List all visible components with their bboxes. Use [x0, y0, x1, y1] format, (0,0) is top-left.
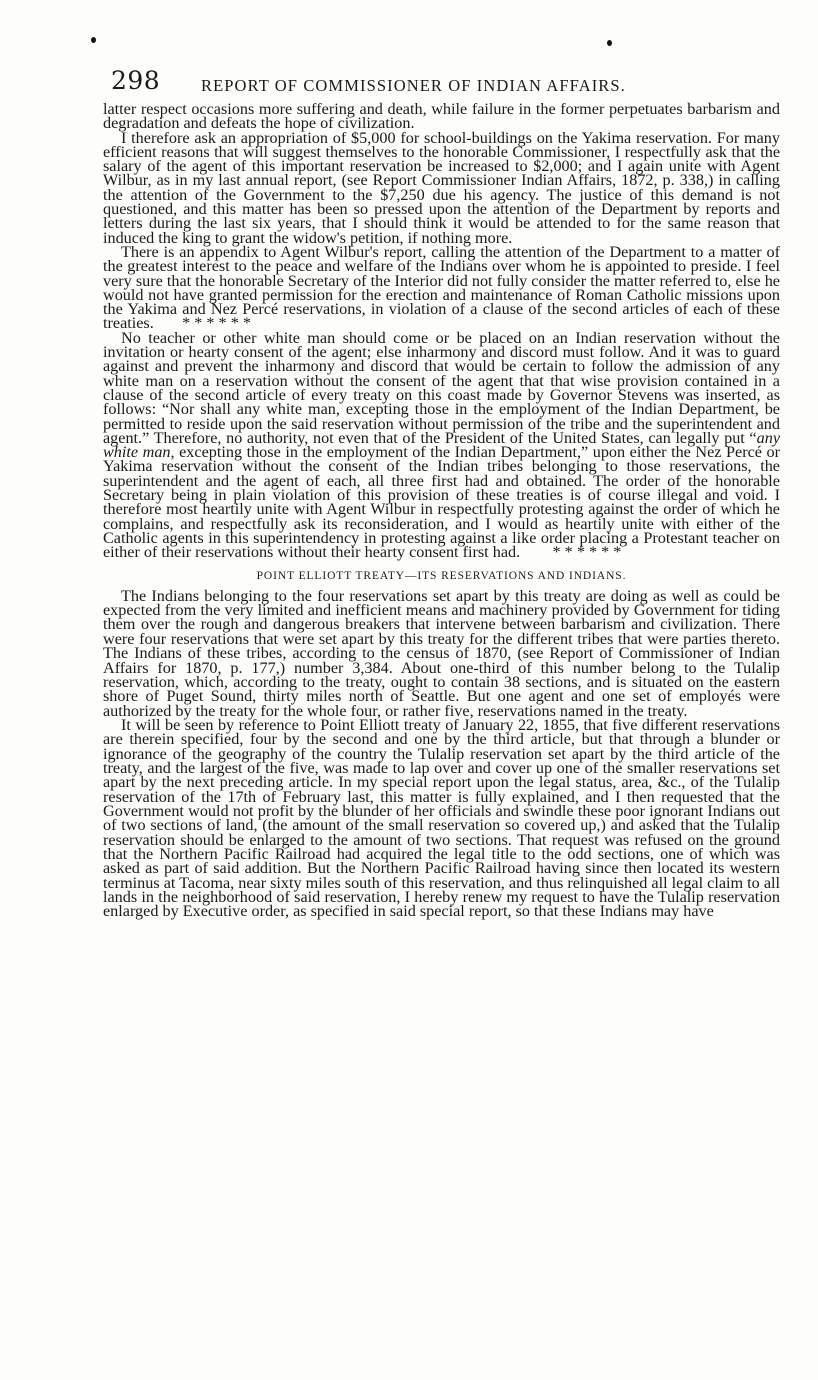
page-header: [111, 66, 691, 100]
body-text: [103, 102, 780, 919]
italic-quote: any white man,: [103, 428, 780, 462]
paragraph: I therefore ask an appropriation of $5,000 for school-buildings on the Yakima reservation. For many efficient reasons that will suggest themselves to the honorable Commissioner, I respectfully ask that the salary of the agent of this important reservation be increased to $2,000; and I again unite with Agent Wilbur, as in my last annual report, (see Report Commissioner Indian Affairs, 1872, p. 338,) in calling the attention of the Government to the $7,250 due his agency. The justice of this demand is not questioned, and this matter has been so pressed upon the attention of the Department by reports and letters during the last six years, that I should think it would be attended to for the same reason that induced the king to grant the widow's petition, if nothing more.: [103, 128, 780, 247]
ink-mark: [91, 37, 96, 43]
paragraph-text: There is an appendix to Agent Wilbur's report, calling the attention of the Department to a matter of the greatest interest to the peace and welfare of the Indians over whom he is appointed to preside. I feel very sure that the honorable Secretary of the Interior did not fully consider the matter referred to, else he would not have granted permission for the erection and maintenance of Roman Catholic missions upon the Yakima and Nez Percé reservations, in violation of a clause of the second articles of each of these treaties.: [103, 242, 780, 333]
running-title: REPORT OF COMMISSIONER OF INDIAN AFFAIRS.: [201, 76, 626, 95]
paragraph: [103, 242, 780, 333]
paragraph: The Indians belonging to the four reservations set apart by this treaty are doing as well as could be expected from the very limited and inefficient means and machinery provided by Government for tiding them over the rough and dangerous breakers that intervene between barbarism and civilization. There were four reservations that were set apart by this treaty for the different tribes that were parties thereto. The Indians of these tribes, according to the census of 1870, (see Report of Commissioner of Indian Affairs for 1870, p. 177,) number 3,384. About one-third of this number belong to the Tulalip reservation, which, according to the treaty, ought to contain 38 sections, and is situated on the eastern shore of Puget Sound, thirty miles north of Seattle. But one agent and one set of employés were authorized by the treaty for the whole four, or rather five, reservations named in the treaty.: [103, 586, 780, 720]
section-body: [103, 586, 780, 921]
page-number: 298: [111, 66, 161, 95]
section-heading: POINT ELLIOTT TREATY—ITS RESERVATIONS AND INDIANS.: [256, 569, 627, 582]
paragraph-text: No teacher or other white man should come or be placed on an Indian reservation without the invitation or hearty consent of the agent; else inharmony and discord must follow. And it was to guard against and prevent the inharmony and discord that would be certain to follow the admission of any white man on a reservation without the consent of the agent that that wise provision contained in a clause of the second article of every treaty on this coast made by Governor Stevens was inserted, as follows: “Nor shall any white man, excepting those in the employment of the Indian Department, be permitted to reside upon the said reservation without permission of the tribe and the superintendent and agent.” Therefore, no authority, not even that of the President of the United States, can legally put “: [103, 328, 780, 447]
ellipsis-stars: * * * * * *: [552, 543, 622, 562]
paragraph: [103, 328, 780, 562]
paragraph: It will be seen by reference to Point Elliott treaty of January 22, 1855, that five different reservations are therein specified, four by the second and one by the third article, but that through a blunder or ignorance of the geography of the country the Tulalip reservation set apart by the third article of the treaty, and the largest of the five, was made to lap over and cover up one of the smaller reservations set apart by the next preceding article. In my special report upon the legal status, area, &c., of the Tulalip reservation of the 17th of February last, this matter is fully explained, and I then requested that the Government would not profit by the blunder of her officials and swindle these poor ignorant Indians out of two sections of land, (the amount of the small reservation so covered up,) and asked that the Tulalip reservation should be enlarged to the amount of two sections. That request was refused on the ground that the Northern Pacific Railroad had acquired the legal title to the odd sections, one of which was asked as part of said addition. But the Northern Pacific Railroad having since then located its western terminus at Tacoma, near sixty miles south of this reservation, and thus relinquished all legal claim to all lands in the neighborhood of said reservation, I hereby renew my request to have the Tulalip reservation enlarged by Executive order, as specified in said special report, so that these Indians may have: [103, 715, 780, 921]
paragraph-text: excepting those in the employment of the Indian Department,” upon either the Nez Percé or Yakima reservation without the consent of the Indian tribes belonging to those reservations, the superintendent and the agent of each, all three first had and obtained. The order of the honorable Secretary being in plain violation of this provision of these treaties is of course illegal and void. I therefore most heartily unite with Agent Wilbur in respectfully protesting against the order of which he complains, and respectfully ask its reconsideration, and I would as heartily unite with either of the Catholic agents in this superintendency in protesting against a like order placing a Protestant teacher on either of their reservations without their hearty consent first had.: [103, 443, 780, 562]
ink-mark: [607, 40, 612, 46]
ellipsis-stars: * * * * * *: [182, 314, 251, 333]
paragraph: latter respect occasions more suffering and death, while failure in the former perpetuates barbarism and degradation and defeats the hope of civilization.: [103, 100, 780, 133]
